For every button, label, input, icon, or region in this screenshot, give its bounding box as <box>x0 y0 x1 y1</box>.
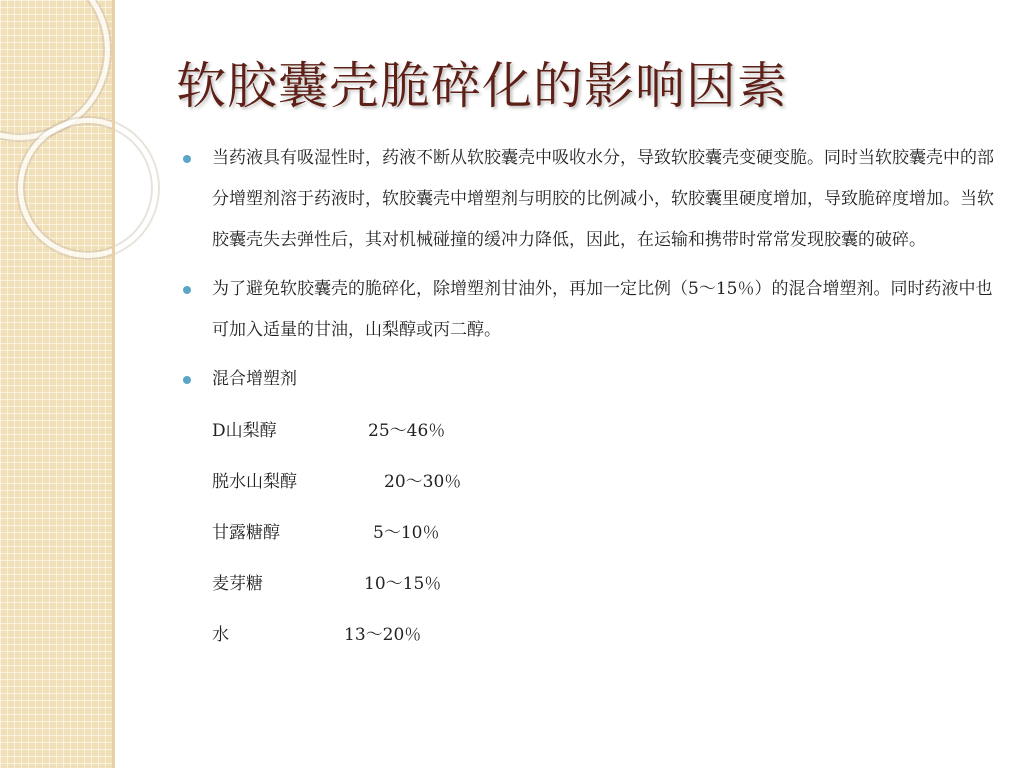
bullet-dot-icon <box>183 376 191 384</box>
plasticizer-row <box>212 559 996 610</box>
bullet-text: 当药液具有吸湿性时，药液不断从软胶囊壳中吸收水分，导致软胶囊壳变硬变脆。同时当软胶囊壳中的部分增塑剂溶于药液时，软胶囊壳中增塑剂与明胶的比例减小，软胶囊里硬度增加，导致脆碎度增加。当软胶囊壳失去弹性后，其对机械碰撞的缓冲力降低，因此，在运输和携带时常常发现胶囊的破碎。 <box>212 148 994 250</box>
slide-title: 软胶囊壳脆碎化的影响因素 <box>176 57 788 115</box>
plasticizer-name: 麦芽糖 <box>212 574 263 594</box>
plasticizer-range: 10～15％ <box>364 574 442 594</box>
plasticizer-row <box>212 406 996 457</box>
bullet-text: 为了避免软胶囊壳的脆碎化，除增塑剂甘油外，再加一定比例（5～15％）的混合增塑剂。同时药液中也可加入适量的甘油，山梨醇或丙二醇。 <box>212 279 993 340</box>
bullet-dot-icon <box>183 286 191 294</box>
bullet-item <box>176 138 996 261</box>
bullet-text: 混合增塑剂 <box>212 369 297 389</box>
bullet-item <box>176 269 996 351</box>
plasticizer-row <box>212 457 996 508</box>
slide-body <box>176 138 996 661</box>
bullet-item <box>176 359 996 400</box>
plasticizer-row <box>212 610 996 661</box>
plasticizer-name: 脱水山梨醇 <box>212 472 297 492</box>
plasticizer-range: 25～46％ <box>368 421 446 441</box>
decorative-ring <box>18 118 158 258</box>
plasticizer-range: 20～30％ <box>384 472 462 492</box>
plasticizer-list <box>176 406 996 661</box>
plasticizer-row <box>212 508 996 559</box>
bullet-dot-icon <box>183 155 191 163</box>
plasticizer-name: D山梨醇 <box>212 421 277 441</box>
plasticizer-name: 甘露糖醇 <box>212 523 280 543</box>
plasticizer-range: 13～20％ <box>344 625 422 645</box>
sidebar-edge <box>112 0 115 768</box>
plasticizer-range: 5～10％ <box>373 523 440 543</box>
decorative-sidebar <box>0 0 112 768</box>
plasticizer-name: 水 <box>212 625 229 645</box>
